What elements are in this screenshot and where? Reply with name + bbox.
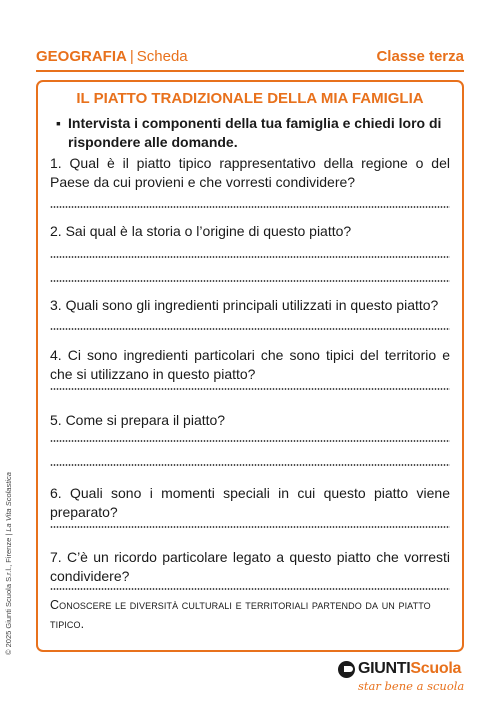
answer-line[interactable] bbox=[50, 256, 450, 258]
page-header bbox=[36, 48, 464, 70]
answer-line[interactable] bbox=[50, 328, 450, 330]
giunti-g-icon bbox=[338, 661, 355, 678]
question-6: 6. Quali sono i momenti speciali in cui questo piatto viene preparato? bbox=[50, 485, 450, 520]
answer-line[interactable] bbox=[50, 388, 450, 390]
header-subject: GEOGRAFIA bbox=[36, 48, 127, 65]
answer-line[interactable] bbox=[50, 206, 450, 208]
header-class-level: Classe terza bbox=[376, 48, 464, 65]
answer-line[interactable] bbox=[50, 280, 450, 282]
question-1: 1. Qual è il piatto tipico rappresentativo della regione o del Paese da cui provieni e che vorresti condividere? bbox=[50, 155, 450, 190]
question-2: 2. Sai qual è la storia o l’origine di questo piatto? bbox=[50, 223, 352, 239]
logo-tagline: star bene a scuola bbox=[358, 679, 465, 693]
intro-bullet-icon: ▪ bbox=[56, 115, 61, 131]
answer-line[interactable] bbox=[50, 440, 450, 442]
answer-line[interactable] bbox=[50, 526, 450, 528]
question-7: 7. C’è un ricordo particolare legato a questo piatto che vorresti condividere? bbox=[50, 549, 450, 584]
worksheet-frame bbox=[36, 80, 464, 652]
magazine-name: La Vita Scolastica bbox=[4, 472, 13, 532]
logo-brand-right: Scuola bbox=[410, 660, 462, 677]
question-4: 4. Ci sono ingredienti particolari che sono tipici del territorio e che si utilizzano in questo piatto? bbox=[50, 347, 450, 382]
answer-line[interactable] bbox=[50, 588, 450, 590]
intro-text: Intervista i componenti della tua famiglia e chiedi loro di rispondere alle domande. bbox=[68, 115, 442, 150]
header-kind: Scheda bbox=[136, 48, 188, 65]
question-5: 5. Come si prepara il piatto? bbox=[50, 412, 226, 428]
worksheet-title: IL PIATTO TRADIZIONALE DELLA MIA FAMIGLIA bbox=[76, 90, 424, 107]
logo-brand-left: GIUNTI bbox=[358, 660, 411, 677]
answer-line[interactable] bbox=[50, 464, 450, 466]
intro-instruction bbox=[56, 114, 450, 152]
giunti-scuola-logo bbox=[338, 660, 465, 696]
learning-objective: Conoscere le diversità culturali e territoriali partendo da un piatto tipico. bbox=[50, 598, 431, 631]
question-3: 3. Quali sono gli ingredienti principali utilizzati in questo piatto? bbox=[50, 297, 439, 313]
header-subject-block bbox=[36, 48, 188, 65]
copyright-notice bbox=[4, 455, 18, 655]
logo-wordmark bbox=[358, 660, 461, 678]
header-separator: | bbox=[129, 48, 134, 65]
copyright-text: © 2025 Giunti Scuola S.r.l., Firenze | bbox=[4, 533, 13, 655]
header-rule bbox=[36, 70, 464, 72]
